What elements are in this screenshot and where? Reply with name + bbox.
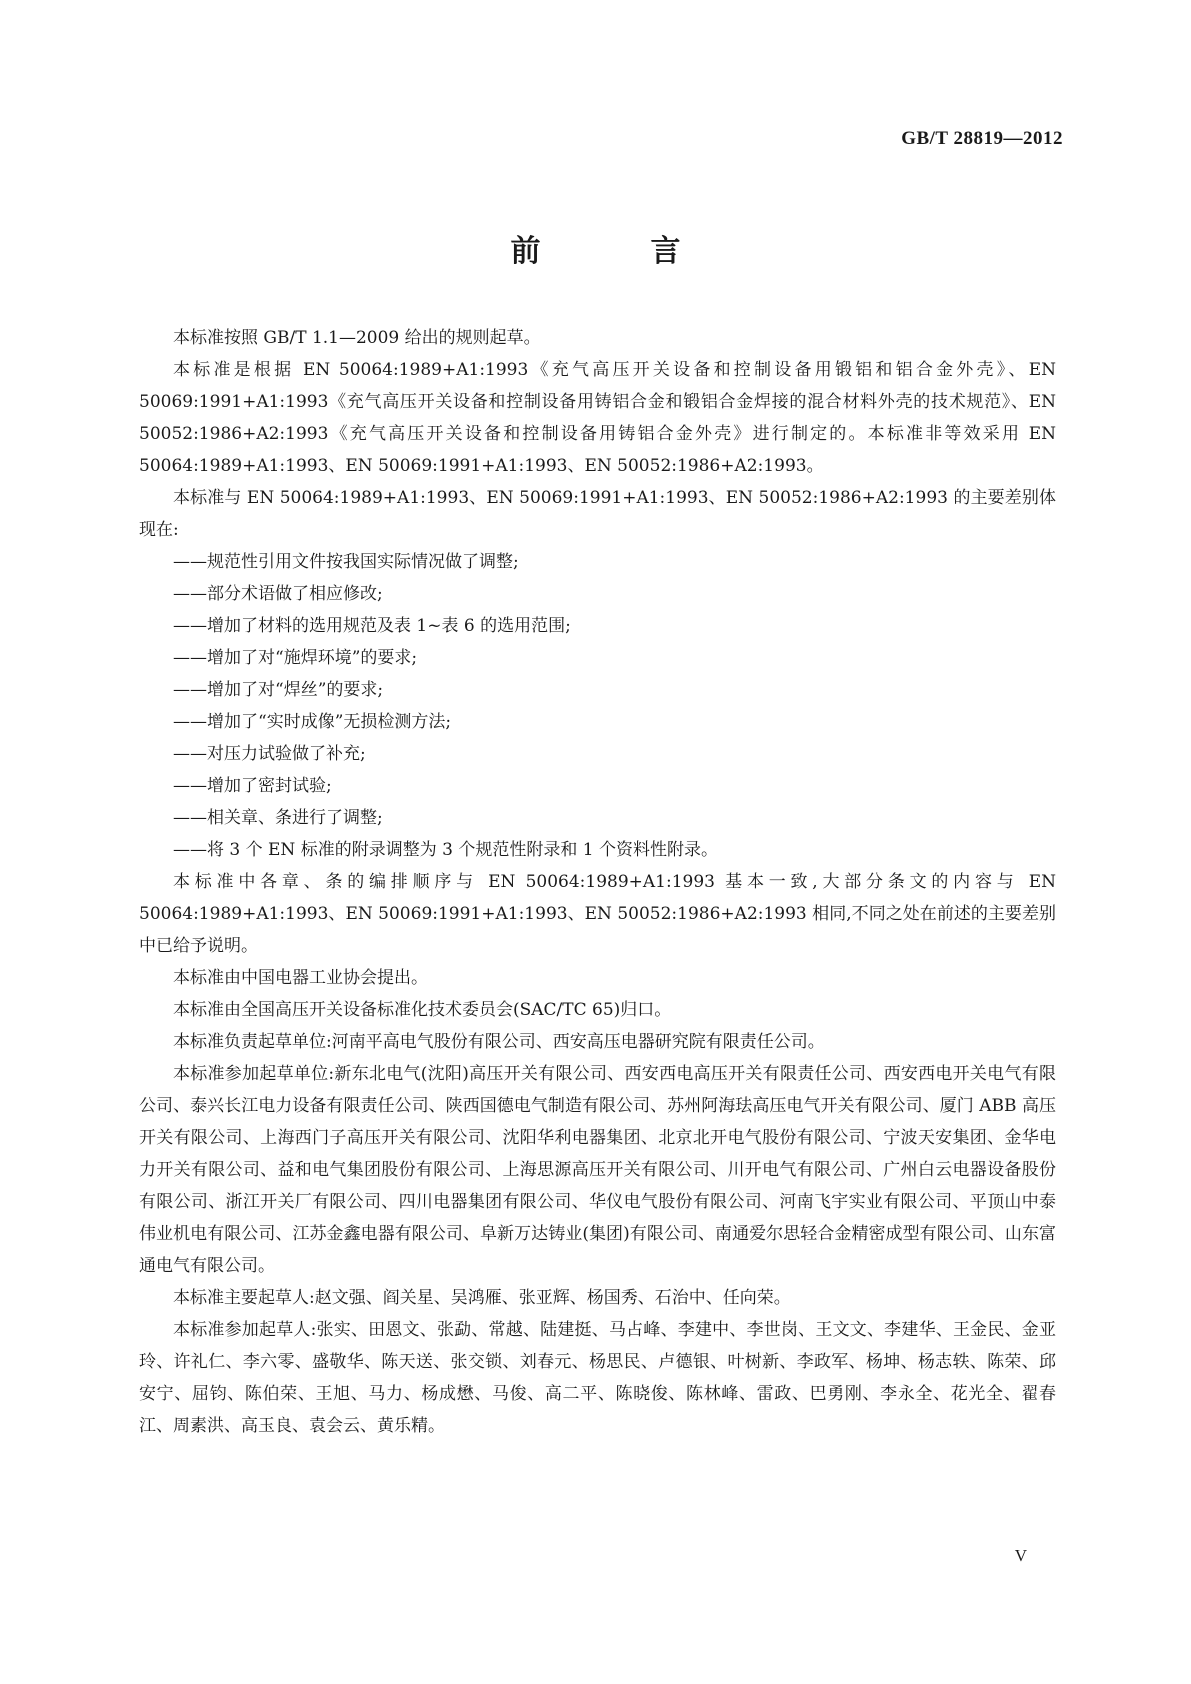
paragraph-drafting-rule: 本标准按照 GB/T 1.1—2009 给出的规则起草。: [173, 328, 541, 348]
paragraph-participating-units: 本标准参加起草单位:新东北电气(沈阳)高压开关有限公司、西安西电高压开关有限责任公司、西安西电开关电气有限公司、泰兴长江电力设备有限责任公司、陕西国德电气制造有限公司、苏州阿海珐高压电气开关有限公司、厦门 ABB 高压开关有限公司、上海西门子高压开关有限公司、沈阳华利电器集团、北京北开电气股份有限公司、宁波天安集团、金华电力开关有限公司、益和电气集团股份有限公司、上海思源高压开关有限公司、川开电气有限公司、广州白云电器设备股份有限公司、浙江开关厂有限公司、四川电器集团有限公司、华仪电气股份有限公司、河南飞宇实业有限公司、平顶山中泰伟业机电有限公司、江苏金鑫电器有限公司、阜新万达铸业(集团)有限公司、南通爱尔思轻合金精密成型有限公司、山东富通电气有限公司。: [139, 1064, 1056, 1276]
difference-item: ——将 3 个 EN 标准的附录调整为 3 个规范性附录和 1 个资料性附录。: [173, 840, 718, 860]
paragraph-participating-drafters: 本标准参加起草人:张实、田恩文、张勐、常越、陆建挺、马占峰、李建中、李世岗、王文文、李建华、王金民、金亚玲、许礼仁、李六零、盛敬华、陈天送、张交锁、刘春元、杨思民、卢德银、叶树新、李政军、杨坤、杨志轶、陈荣、邱安宁、屈钧、陈伯荣、王旭、马力、杨成懋、马俊、高二平、陈晓俊、陈林峰、雷政、巴勇刚、李永全、花光全、翟春江、周素洪、高玉良、袁会云、黄乐精。: [139, 1320, 1056, 1436]
difference-item: ——部分术语做了相应修改;: [173, 584, 383, 604]
paragraph-main-drafters: 本标准主要起草人:赵文强、阎关星、吴鸿雁、张亚辉、杨国秀、石治中、任向荣。: [173, 1288, 791, 1308]
foreword-body: [139, 322, 1056, 1442]
difference-item: ——增加了材料的选用规范及表 1~表 6 的选用范围;: [173, 616, 571, 636]
standard-code: GB/T 28819—2012: [901, 128, 1063, 149]
page-number: V: [1014, 1546, 1027, 1565]
paragraph-committee: 本标准由全国高压开关设备标准化技术委员会(SAC/TC 65)归口。: [173, 1000, 672, 1020]
difference-item: ——增加了对“焊丝”的要求;: [173, 680, 384, 700]
difference-item: ——规范性引用文件按我国实际情况做了调整;: [173, 552, 519, 572]
paragraph-proposer: 本标准由中国电器工业协会提出。: [173, 968, 428, 988]
paragraph-structure: 本标准中各章、条的编排顺序与 EN 50064:1989+A1:1993 基本一致,大部分条文的内容与 EN 50064:1989+A1:1993、EN 50069:1991+A1:1993、EN 50052:1986+A2:1993 相同,不同之处在前述的主要差别中已给予说明。: [139, 872, 1056, 956]
paragraph-lead-drafters: 本标准负责起草单位:河南平高电气股份有限公司、西安高压电器研究院有限责任公司。: [173, 1032, 825, 1052]
difference-item: ——增加了密封试验;: [173, 776, 332, 796]
paragraph-basis: 本标准是根据 EN 50064:1989+A1:1993《充气高压开关设备和控制设备用锻铝和铝合金外壳》、EN 50069:1991+A1:1993《充气高压开关设备和控制设备用铸铝合金和锻铝合金焊接的混合材料外壳的技术规范》、EN 50052:1986+A2:1993《充气高压开关设备和控制设备用铸铝合金外壳》进行制定的。本标准非等效采用 EN 50064:1989+A1:1993、EN 50069:1991+A1:1993、EN 50052:1986+A2:1993。: [139, 360, 1056, 476]
difference-item: ——相关章、条进行了调整;: [173, 808, 383, 828]
paragraph-differences-intro: 本标准与 EN 50064:1989+A1:1993、EN 50069:1991+A1:1993、EN 50052:1986+A2:1993 的主要差别体现在:: [139, 488, 1056, 540]
difference-item: ——增加了“实时成像”无损检测方法;: [173, 712, 452, 732]
page-title: 前 言: [510, 234, 721, 269]
difference-item: ——增加了对“施焊环境”的要求;: [173, 648, 418, 668]
difference-item: ——对压力试验做了补充;: [173, 744, 366, 764]
